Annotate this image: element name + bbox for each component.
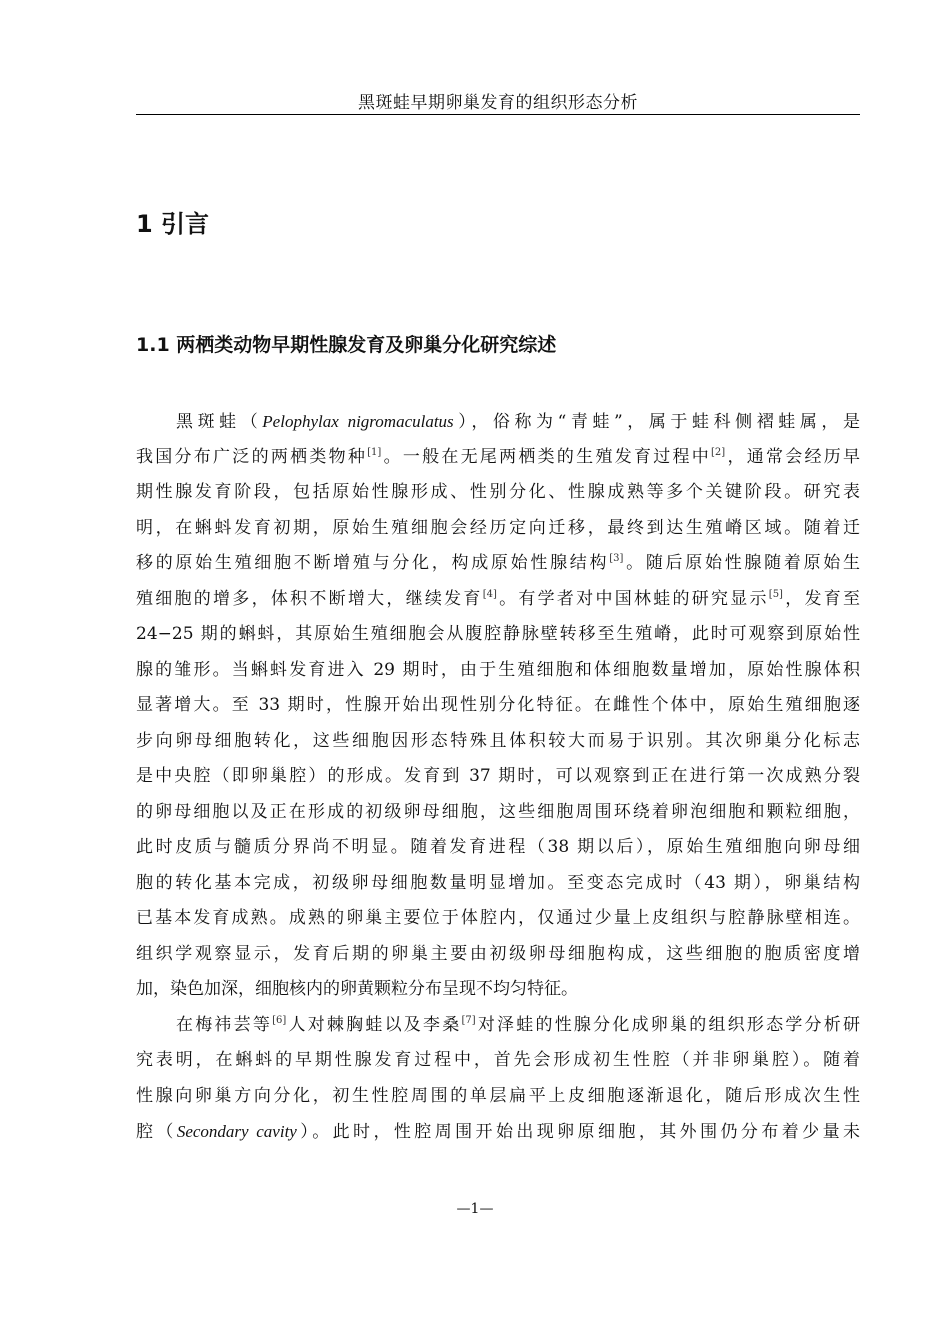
paragraph-2	[136, 1008, 860, 1150]
line-text: 在梅祎芸等	[176, 1014, 273, 1035]
line-text: 组织学观察显示，发育后期的卵巢主要由初级卵母细胞构成，这些细胞的胞质密度增	[136, 943, 860, 964]
text-line	[136, 901, 860, 937]
text-line	[136, 830, 860, 866]
page-number: —1—	[456, 1201, 494, 1217]
paragraph-1	[136, 404, 860, 1008]
text-line	[136, 617, 860, 653]
line-text: 加，染色加深，细胞核内的卵黄颗粒分布呈现不均匀特征。	[136, 979, 578, 999]
line-text: ，通常会经历早	[725, 446, 861, 467]
line-text: 24−25 期的蝌蚪，其原始生殖细胞会从腹腔静脉壁转移至生殖嵴，此时可观察到原始性	[136, 624, 860, 644]
line-text: 人对棘胸蛙以及李桑	[286, 1014, 462, 1035]
text-line	[136, 1043, 860, 1079]
line-text: 对泽蛙的性腺分化成卵巢的组织形态学分析研	[475, 1014, 860, 1035]
chapter-title: 1 引言	[136, 210, 210, 238]
line-text: 腔（	[136, 1122, 177, 1142]
line-text: 是中央腔（即卵巢腔）的形成。发育到 37 期时，可以观察到正在进行第一次成熟分裂	[136, 766, 860, 786]
text-line	[136, 1079, 860, 1115]
text-line	[136, 866, 860, 902]
citation-ref: [4]	[482, 588, 497, 600]
citation-ref: [3]	[609, 553, 624, 564]
line-text: 殖细胞的增多，体积不断增大，继续发育	[136, 588, 483, 609]
species-name: Secondary cavity	[176, 1122, 297, 1141]
line-text: 显著增大。至 33 期时，性腺开始出现性别分化特征。在雌性个体中，原始生殖细胞逐	[136, 695, 860, 715]
header-title: 黑斑蛙早期卵巢发育的组织形态分析	[358, 93, 638, 113]
line-text: 期性腺发育阶段，包括原始性腺形成、性别分化、性腺成熟等多个关键阶段。研究表	[136, 482, 860, 502]
line-text: ，发育至	[782, 588, 861, 609]
line-text: ）。此时，性腔周围开始出现卵原细胞，其外围仍分布着少量未	[296, 1122, 861, 1142]
line-text: 性腺向卵巢方向分化，初生性腔周围的单层扁平上皮细胞逐渐退化，随后形成次生性	[136, 1085, 860, 1106]
section-title: 1.1 两栖类动物早期性腺发育及卵巢分化研究综述	[136, 334, 557, 356]
line-text: 的卵母细胞以及正在形成的初级卵母细胞，这些细胞周围环绕着卵泡细胞和颗粒细胞，	[136, 801, 860, 822]
text-line	[136, 937, 860, 973]
text-line	[136, 653, 860, 689]
line-text: 我国分布广泛的两栖类物种	[136, 446, 368, 467]
citation-ref: [2]	[711, 446, 726, 458]
body-text	[136, 404, 860, 1150]
line-text: 。有学者对中国林蛙的研究显示	[496, 588, 769, 609]
line-text: 明，在蝌蚪发育初期，原始生殖细胞会经历定向迁移，最终到达生殖嵴区域。随着迁	[136, 517, 860, 538]
line-text: ），俗称为“青蛙”，属于蛙科侧褶蛙属，是	[453, 412, 861, 432]
text-line	[136, 972, 860, 1008]
text-line	[136, 688, 860, 724]
text-line	[136, 1008, 860, 1044]
text-line	[136, 759, 860, 795]
line-text: 究表明，在蝌蚪的早期性腺发育过程中，首先会形成初生性腔（并非卵巢腔）。随着	[136, 1050, 860, 1070]
text-line	[136, 440, 860, 476]
species-name: Pelophylax nigromaculatus	[262, 412, 454, 431]
text-line	[136, 404, 860, 440]
line-text: 黑斑蛙（	[176, 412, 263, 432]
text-line	[136, 546, 860, 582]
line-text: 。一般在无尾两栖类的生殖发育过程中	[381, 446, 712, 467]
text-line	[136, 1114, 860, 1150]
line-text: 已基本发育成熟。成熟的卵巢主要位于体腔内，仅通过少量上皮组织与腔静脉壁相连。	[136, 908, 860, 928]
citation-ref: [1]	[367, 446, 382, 458]
text-line	[136, 511, 860, 547]
line-text: 腺的雏形。当蝌蚪发育进入 29 期时，由于生殖细胞和体细胞数量增加，原始性腺体积	[136, 659, 860, 680]
text-line	[136, 795, 860, 831]
citation-ref: [6]	[272, 1014, 287, 1026]
text-line	[136, 582, 860, 618]
running-header	[136, 92, 860, 115]
line-text: 胞的转化基本完成，初级卵母细胞数量明显增加。至变态完成时（43 期），卵巢结构	[136, 872, 860, 893]
text-line	[136, 475, 860, 511]
line-text: 移的原始生殖细胞不断增殖与分化，构成原始性腺结构	[136, 553, 610, 573]
citation-ref: [7]	[461, 1014, 476, 1026]
text-line	[136, 724, 860, 760]
citation-ref: [5]	[768, 588, 783, 600]
line-text: 此时皮质与髓质分界尚不明显。随着发育进程（38 期以后），原始生殖细胞向卵母细	[136, 837, 860, 857]
line-text: 步向卵母细胞转化，这些细胞因形态特殊且体积较大而易于识别。其次卵巢分化标志	[136, 730, 860, 751]
line-text: 。随后原始性腺随着原始生	[623, 553, 860, 573]
